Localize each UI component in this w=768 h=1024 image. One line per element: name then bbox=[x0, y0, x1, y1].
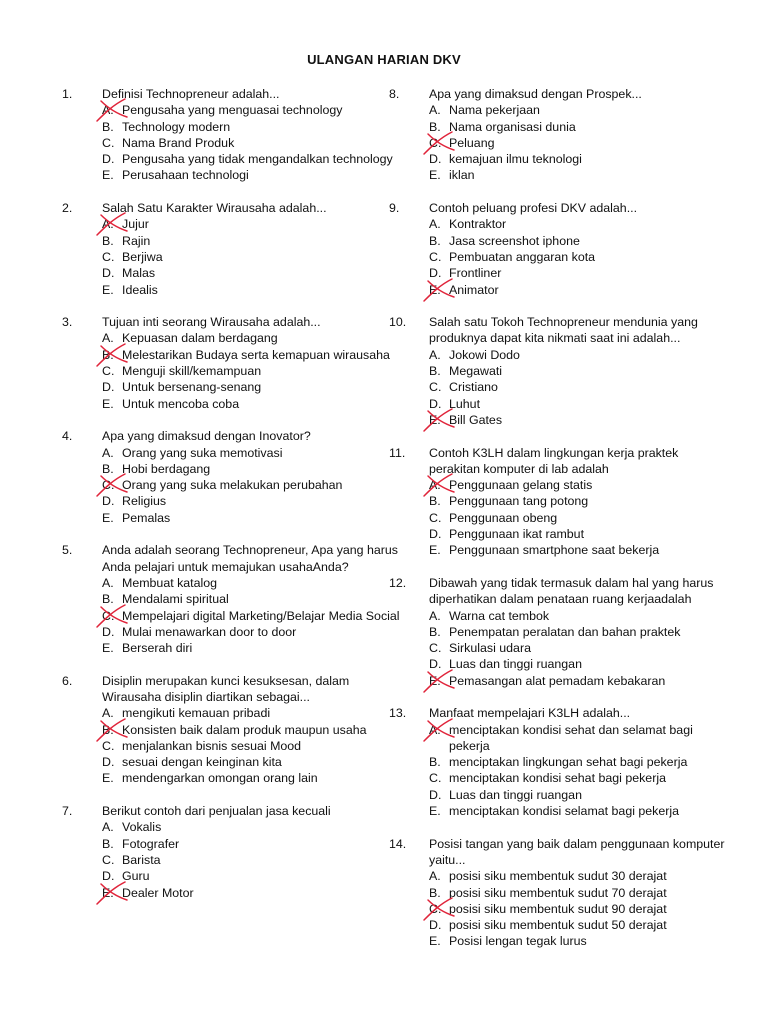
answer-option[interactable] bbox=[62, 347, 402, 363]
option-letter: B. bbox=[429, 755, 441, 770]
question-stem bbox=[389, 445, 729, 478]
answer-option[interactable] bbox=[62, 868, 402, 884]
option-letter: E. bbox=[102, 168, 114, 183]
option-text: Nama organisasi dunia bbox=[449, 119, 576, 134]
option-text: Pengusaha yang tidak mengandalkan technology bbox=[122, 152, 393, 167]
option-letter: E. bbox=[102, 282, 114, 297]
option-letter: E. bbox=[429, 168, 441, 183]
option-letter: B. bbox=[429, 364, 441, 379]
option-text: Religius bbox=[122, 494, 167, 509]
option-text: Malas bbox=[122, 266, 156, 281]
option-letter: B. bbox=[429, 885, 441, 900]
question-number: 1. bbox=[62, 87, 73, 101]
answer-option[interactable] bbox=[62, 738, 402, 754]
question-6 bbox=[62, 673, 402, 787]
question-stem bbox=[389, 836, 729, 869]
option-text: menciptakan kondisi sehat dan selamat bagi pekerja bbox=[449, 722, 693, 753]
question-number: 10. bbox=[389, 315, 407, 330]
answer-option[interactable] bbox=[389, 933, 729, 949]
answer-option[interactable] bbox=[389, 396, 729, 412]
option-letter: E. bbox=[102, 771, 114, 786]
option-text: Megawati bbox=[449, 364, 503, 379]
answer-option[interactable] bbox=[389, 265, 729, 281]
option-letter: C. bbox=[102, 249, 115, 264]
option-letter: E. bbox=[102, 885, 114, 900]
option-letter: B. bbox=[102, 461, 114, 476]
option-text: Idealis bbox=[122, 282, 158, 297]
option-letter: C. bbox=[429, 135, 442, 150]
question-3 bbox=[62, 314, 402, 412]
question-number: 11. bbox=[389, 445, 406, 460]
option-letter: B. bbox=[102, 233, 114, 248]
option-letter: D. bbox=[429, 657, 442, 672]
option-text: Mempelajari digital Marketing/Belajar Media Social bbox=[122, 608, 400, 623]
option-letter: B. bbox=[429, 624, 441, 639]
answer-option[interactable] bbox=[389, 249, 729, 265]
answer-option[interactable] bbox=[389, 901, 729, 917]
question-stem bbox=[62, 428, 402, 444]
question-number: 4. bbox=[62, 429, 73, 444]
option-letter: C. bbox=[102, 738, 115, 753]
option-text: Bill Gates bbox=[449, 412, 503, 427]
answer-option[interactable] bbox=[389, 770, 729, 786]
answer-option[interactable] bbox=[389, 608, 729, 624]
question-text: Contoh K3LH dalam lingkungan kerja praktek perakitan komputer di lab adalah bbox=[429, 445, 679, 476]
option-letter: A. bbox=[429, 722, 441, 737]
option-letter: D. bbox=[102, 494, 115, 509]
option-text: Berserah diri bbox=[122, 641, 193, 656]
option-text: Pembuatan anggaran kota bbox=[449, 249, 596, 264]
question-number: 13. bbox=[389, 706, 407, 721]
answer-option[interactable] bbox=[389, 379, 729, 395]
option-text: Untuk bersenang-senang bbox=[122, 380, 262, 395]
option-text: posisi siku membentuk sudut 70 derajat bbox=[449, 885, 667, 900]
question-2 bbox=[62, 200, 402, 298]
option-letter: A. bbox=[429, 478, 441, 493]
option-text: menciptakan kondisi sehat bagi pekerja bbox=[449, 771, 666, 786]
option-text: Mulai menawarkan door to door bbox=[122, 624, 297, 639]
answer-option[interactable] bbox=[389, 135, 729, 151]
option-letter: D. bbox=[102, 755, 115, 770]
option-letter: C. bbox=[429, 249, 442, 264]
question-10 bbox=[389, 314, 729, 428]
answer-option[interactable] bbox=[62, 445, 402, 461]
option-letter: A. bbox=[102, 706, 114, 721]
option-text: iklan bbox=[449, 168, 475, 183]
answer-option[interactable] bbox=[62, 591, 402, 607]
option-letter: D. bbox=[102, 624, 115, 639]
option-text: Kontraktor bbox=[449, 217, 507, 232]
option-text: Pemalas bbox=[122, 510, 171, 525]
answer-option[interactable] bbox=[62, 819, 402, 835]
option-text: Luas dan tinggi ruangan bbox=[449, 787, 582, 802]
option-letter: E. bbox=[429, 412, 441, 427]
answer-option[interactable] bbox=[62, 885, 402, 901]
question-stem bbox=[389, 575, 729, 608]
option-text: Rajin bbox=[122, 233, 151, 248]
answer-option[interactable] bbox=[389, 102, 729, 118]
question-number: 9. bbox=[389, 201, 400, 216]
option-letter: A. bbox=[102, 575, 114, 590]
question-stem bbox=[62, 200, 402, 216]
option-letter: D. bbox=[429, 266, 442, 281]
answer-option[interactable] bbox=[389, 493, 729, 509]
option-text: Penggunaan ikat rambut bbox=[449, 527, 585, 542]
option-letter: D. bbox=[102, 152, 115, 167]
option-text: Penggunaan smartphone saat bekerja bbox=[449, 543, 660, 558]
option-letter: D. bbox=[429, 527, 442, 542]
answer-option[interactable] bbox=[62, 249, 402, 265]
option-text: Penempatan peralatan dan bahan praktek bbox=[449, 624, 681, 639]
option-letter: E. bbox=[429, 934, 441, 949]
answer-option[interactable] bbox=[389, 477, 729, 493]
question-text: Apa yang dimaksud dengan Prospek... bbox=[429, 87, 642, 101]
question-stem bbox=[62, 803, 402, 819]
question-9 bbox=[389, 200, 729, 298]
option-text: menciptakan lingkungan sehat bagi pekerja bbox=[449, 755, 688, 770]
option-text: Nama pekerjaan bbox=[449, 103, 540, 118]
option-letter: B. bbox=[102, 592, 114, 607]
option-text: Mendalami spiritual bbox=[122, 592, 229, 607]
option-text: Orang yang suka melakukan perubahan bbox=[122, 478, 343, 493]
answer-option[interactable] bbox=[62, 624, 402, 640]
question-stem bbox=[62, 86, 402, 102]
option-text: Membuat katalog bbox=[122, 575, 218, 590]
option-text: Melestarikan Budaya serta kemapuan wirausaha bbox=[122, 347, 390, 362]
answer-option[interactable] bbox=[389, 722, 729, 755]
answer-option[interactable] bbox=[389, 282, 729, 298]
question-text: Salah Satu Karakter Wirausaha adalah... bbox=[102, 201, 327, 216]
option-letter: B. bbox=[102, 119, 114, 134]
page-title: ULANGAN HARIAN DKV bbox=[307, 52, 461, 67]
question-text: Berikut contoh dari penjualan jasa kecuali bbox=[102, 804, 331, 819]
option-text: Kepuasan dalam berdagang bbox=[122, 331, 278, 346]
option-letter: A. bbox=[102, 103, 114, 118]
option-letter: B. bbox=[429, 119, 441, 134]
option-text: Penggunaan tang potong bbox=[449, 494, 589, 509]
answer-option[interactable] bbox=[62, 575, 402, 591]
question-stem bbox=[62, 673, 402, 706]
option-text: Cristiano bbox=[449, 380, 498, 395]
option-text: menciptakan kondisi selamat bagi pekerja bbox=[449, 804, 680, 819]
answer-option[interactable] bbox=[62, 135, 402, 151]
option-text: Pemasangan alat pemadam kebakaran bbox=[449, 673, 666, 688]
question-stem bbox=[389, 86, 729, 102]
option-letter: D. bbox=[102, 869, 115, 884]
option-letter: A. bbox=[429, 347, 441, 362]
option-text: Fotografer bbox=[122, 836, 180, 851]
option-text: Pengusaha yang menguasai technology bbox=[122, 103, 343, 118]
answer-option[interactable] bbox=[62, 379, 402, 395]
question-stem bbox=[389, 705, 729, 721]
option-text: Luas dan tinggi ruangan bbox=[449, 657, 582, 672]
option-letter: E. bbox=[429, 543, 441, 558]
question-text: Disiplin merupakan kunci kesuksesan, dalam Wirausaha disiplin diartikan sebagai... bbox=[102, 673, 350, 704]
answer-option[interactable] bbox=[62, 754, 402, 770]
question-number: 3. bbox=[62, 315, 73, 330]
option-letter: E. bbox=[429, 673, 441, 688]
option-letter: C. bbox=[429, 641, 442, 656]
option-letter: C. bbox=[429, 901, 442, 916]
option-letter: C. bbox=[102, 135, 115, 150]
answer-option[interactable] bbox=[62, 477, 402, 493]
option-letter: B. bbox=[102, 836, 114, 851]
option-letter: E. bbox=[429, 282, 441, 297]
question-text: Dibawah yang tidak termasuk dalam hal yang harus diperhatikan dalam penataan ruang kerjaadalah bbox=[429, 575, 714, 607]
answer-option[interactable] bbox=[389, 510, 729, 526]
option-letter: B. bbox=[429, 494, 441, 509]
answer-option[interactable] bbox=[389, 885, 729, 901]
answer-option[interactable] bbox=[389, 656, 729, 672]
option-text: Peluang bbox=[449, 135, 495, 150]
answer-option[interactable] bbox=[389, 754, 729, 770]
option-text: sesuai dengan keinginan kita bbox=[122, 755, 282, 770]
answer-option[interactable] bbox=[62, 770, 402, 786]
answer-option[interactable] bbox=[62, 102, 402, 118]
option-letter: A. bbox=[429, 217, 441, 232]
answer-option[interactable] bbox=[389, 640, 729, 656]
answer-option[interactable] bbox=[62, 493, 402, 509]
question-12 bbox=[389, 575, 729, 689]
answer-option[interactable] bbox=[62, 461, 402, 477]
question-7 bbox=[62, 803, 402, 901]
answer-option[interactable] bbox=[389, 363, 729, 379]
option-letter: C. bbox=[102, 852, 115, 867]
option-letter: A. bbox=[102, 217, 114, 232]
answer-option[interactable] bbox=[389, 787, 729, 803]
option-letter: A. bbox=[102, 820, 114, 835]
option-text: Luhut bbox=[449, 396, 481, 411]
left-question-column bbox=[62, 86, 402, 917]
right-question-column bbox=[389, 86, 729, 966]
option-letter: C. bbox=[429, 510, 442, 525]
answer-option[interactable] bbox=[389, 803, 729, 819]
question-number: 6. bbox=[62, 673, 73, 688]
option-letter: C. bbox=[102, 478, 115, 493]
answer-option[interactable] bbox=[389, 347, 729, 363]
question-4 bbox=[62, 428, 402, 526]
option-letter: C. bbox=[429, 380, 442, 395]
question-number: 7. bbox=[62, 804, 73, 819]
option-text: Sirkulasi udara bbox=[449, 641, 531, 656]
option-letter: A. bbox=[429, 103, 441, 118]
option-letter: E. bbox=[102, 510, 114, 525]
answer-option[interactable] bbox=[62, 510, 402, 526]
question-number: 5. bbox=[62, 543, 73, 558]
answer-option[interactable] bbox=[62, 330, 402, 346]
option-text: Warna cat tembok bbox=[449, 608, 550, 623]
answer-option[interactable] bbox=[389, 216, 729, 232]
option-text: Technology modern bbox=[122, 119, 231, 134]
option-letter: D. bbox=[102, 266, 115, 281]
option-text: Barista bbox=[122, 852, 161, 867]
answer-option[interactable] bbox=[62, 705, 402, 721]
option-letter: A. bbox=[429, 869, 441, 884]
option-text: posisi siku membentuk sudut 30 derajat bbox=[449, 869, 667, 884]
question-8 bbox=[389, 86, 729, 184]
option-text: Jasa screenshot iphone bbox=[449, 233, 580, 248]
question-text: Manfaat mempelajari K3LH adalah... bbox=[429, 706, 631, 721]
option-text: posisi siku membentuk sudut 90 derajat bbox=[449, 901, 667, 916]
question-stem bbox=[62, 314, 402, 330]
answer-option[interactable] bbox=[389, 412, 729, 428]
option-text: Orang yang suka memotivasi bbox=[122, 445, 283, 460]
option-letter: A. bbox=[102, 445, 114, 460]
option-text: Konsisten baik dalam produk maupun usaha bbox=[122, 722, 367, 737]
question-14 bbox=[389, 836, 729, 950]
option-text: posisi siku membentuk sudut 50 derajat bbox=[449, 918, 667, 933]
option-letter: D. bbox=[429, 787, 442, 802]
option-text: menjalankan bisnis sesuai Mood bbox=[122, 738, 302, 753]
answer-option[interactable] bbox=[62, 233, 402, 249]
option-letter: A. bbox=[102, 331, 114, 346]
option-letter: C. bbox=[429, 771, 442, 786]
option-text: kemajuan ilmu teknologi bbox=[449, 152, 582, 167]
answer-option[interactable] bbox=[389, 624, 729, 640]
option-text: Frontliner bbox=[449, 266, 502, 281]
answer-option[interactable] bbox=[389, 233, 729, 249]
option-text: Untuk mencoba coba bbox=[122, 396, 240, 411]
question-stem bbox=[62, 542, 402, 575]
question-stem bbox=[389, 200, 729, 216]
answer-option[interactable] bbox=[62, 282, 402, 298]
option-letter: E. bbox=[102, 396, 114, 411]
question-text: Apa yang dimaksud dengan Inovator? bbox=[102, 429, 311, 444]
answer-option[interactable] bbox=[389, 868, 729, 884]
option-text: Nama Brand Produk bbox=[122, 135, 235, 150]
option-text: mendengarkan omongan orang lain bbox=[122, 771, 318, 786]
question-number: 2. bbox=[62, 201, 73, 216]
option-text: mengikuti kemauan pribadi bbox=[122, 706, 271, 721]
answer-option[interactable] bbox=[62, 640, 402, 656]
option-text: Dealer Motor bbox=[122, 885, 194, 900]
answer-option[interactable] bbox=[62, 608, 402, 624]
answer-option[interactable] bbox=[62, 722, 402, 738]
option-letter: E. bbox=[429, 804, 441, 819]
question-text: Contoh peluang profesi DKV adalah... bbox=[429, 201, 638, 216]
answer-option[interactable] bbox=[389, 119, 729, 135]
option-letter: C. bbox=[102, 608, 115, 623]
answer-option[interactable] bbox=[389, 526, 729, 542]
option-text: Menguji skill/kemampuan bbox=[122, 364, 262, 379]
option-text: Animator bbox=[449, 282, 499, 297]
option-letter: D. bbox=[429, 918, 442, 933]
option-text: Berjiwa bbox=[122, 249, 163, 264]
option-text: Posisi lengan tegak lurus bbox=[449, 934, 587, 949]
option-text: Penggunaan gelang statis bbox=[449, 478, 593, 493]
question-text: Tujuan inti seorang Wirausaha adalah... bbox=[102, 315, 321, 330]
question-number: 12. bbox=[389, 575, 407, 590]
option-letter: D. bbox=[102, 380, 115, 395]
option-text: Penggunaan obeng bbox=[449, 510, 558, 525]
answer-option[interactable] bbox=[389, 151, 729, 167]
option-text: Guru bbox=[122, 869, 150, 884]
option-letter: C. bbox=[102, 364, 115, 379]
question-11 bbox=[389, 445, 729, 559]
option-letter: B. bbox=[102, 722, 114, 737]
answer-option[interactable] bbox=[62, 363, 402, 379]
answer-option[interactable] bbox=[62, 396, 402, 412]
question-text: Anda adalah seorang Technopreneur, Apa yang harus Anda pelajari untuk memajukan usahaAnda? bbox=[102, 543, 398, 574]
option-letter: A. bbox=[429, 608, 441, 623]
answer-option[interactable] bbox=[62, 151, 402, 167]
option-text: Jokowi Dodo bbox=[449, 347, 520, 362]
answer-option[interactable] bbox=[62, 852, 402, 868]
answer-option[interactable] bbox=[62, 265, 402, 281]
answer-option[interactable] bbox=[62, 167, 402, 183]
answer-option[interactable] bbox=[62, 836, 402, 852]
question-13 bbox=[389, 705, 729, 819]
question-number: 8. bbox=[389, 87, 400, 101]
question-text: Posisi tangan yang baik dalam penggunaan komputer yaitu... bbox=[429, 836, 725, 867]
option-letter: D. bbox=[429, 152, 442, 167]
answer-option[interactable] bbox=[62, 216, 402, 232]
answer-option[interactable] bbox=[389, 917, 729, 933]
question-text: Salah satu Tokoh Technopreneur mendunia yang produknya dapat kita nikmati saat ini adalah... bbox=[429, 315, 698, 346]
question-text: Definisi Technopreneur adalah... bbox=[102, 87, 280, 101]
answer-option[interactable] bbox=[389, 673, 729, 689]
question-5 bbox=[62, 542, 402, 656]
answer-option[interactable] bbox=[389, 542, 729, 558]
answer-option[interactable] bbox=[389, 167, 729, 183]
option-text: Perusahaan technologi bbox=[122, 168, 249, 183]
option-text: Hobi berdagang bbox=[122, 461, 211, 476]
answer-option[interactable] bbox=[62, 119, 402, 135]
option-letter: E. bbox=[102, 641, 114, 656]
option-letter: B. bbox=[102, 347, 114, 362]
question-number: 14. bbox=[389, 836, 407, 851]
question-1 bbox=[62, 86, 402, 184]
option-text: Jujur bbox=[122, 217, 149, 232]
option-letter: B. bbox=[429, 233, 441, 248]
option-letter: D. bbox=[429, 396, 442, 411]
option-text: Vokalis bbox=[122, 820, 162, 835]
question-stem bbox=[389, 314, 729, 347]
